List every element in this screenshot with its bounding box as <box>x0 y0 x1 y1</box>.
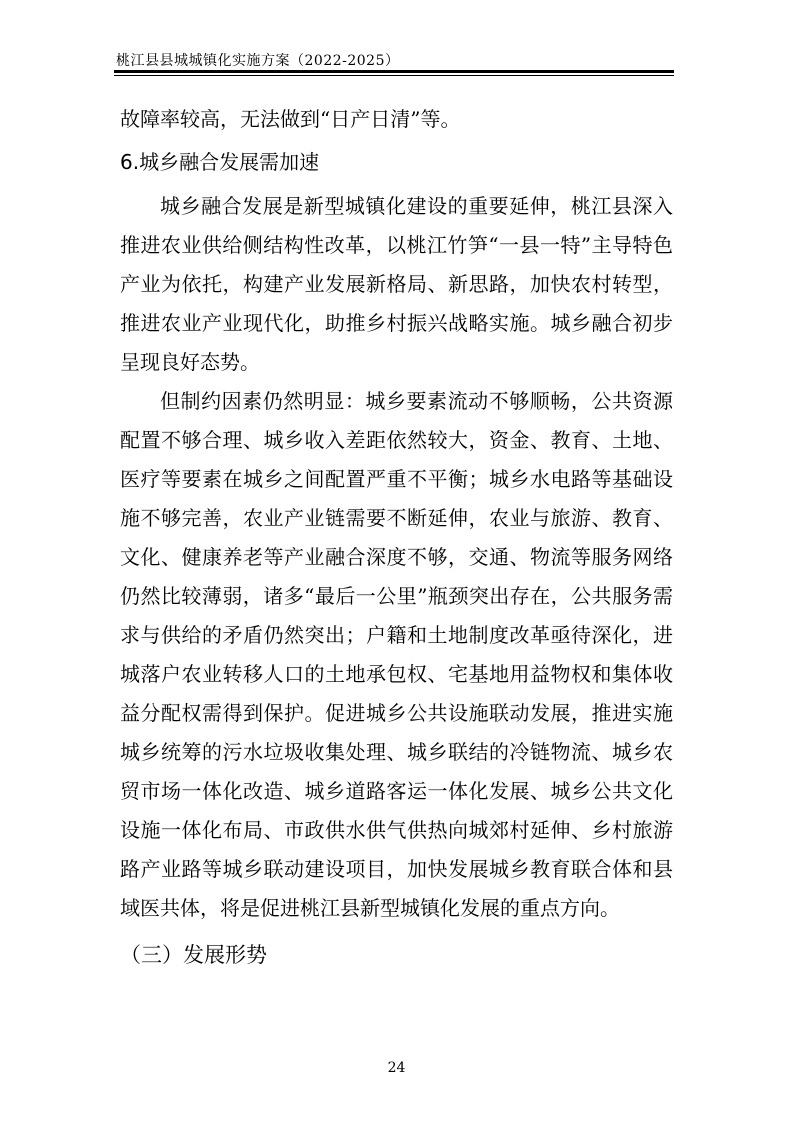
body-paragraph: 城乡融合发展是新型城镇化建设的重要延伸，桃江县深入推进农业供给侧结构性改革，以桃江竹笋“一县一特”主导特色产业为依托，构建产业发展新格局、新思路，加快农村转型，推进农业产业现代化，助推乡村振兴战略实施。城乡融合初步呈现良好态势。 <box>120 194 673 374</box>
page-number: 24 <box>387 1060 406 1076</box>
page-body <box>120 100 673 975</box>
continuation-paragraph: 故障率较高，无法做到“日产日清”等。 <box>120 107 461 131</box>
section-heading: 6.城乡融合发展需加速 <box>120 150 320 174</box>
part-heading: （三）发展形势 <box>120 943 267 967</box>
running-header: 桃江县县城城镇化实施方案（2022-2025） <box>116 53 400 69</box>
header-rule <box>114 70 674 73</box>
body-paragraph: 但制约因素仍然明显：城乡要素流动不够顺畅，公共资源配置不够合理、城乡收入差距依然较大，资金、教育、土地、医疗等要素在城乡之间配置严重不平衡；城乡水电路等基础设施不够完善，农业产业链需要不断延伸，农业与旅游、教育、文化、健康养老等产业融合深度不够，交通、物流等服务网络仍然比较薄弱，诸多“最后一公里”瓶颈突出存在，公共服务需求与供给的矛盾仍然突出；户籍和土地制度改革亟待深化，进城落户农业转移人口的土地承包权、宅基地用益物权和集体收益分配权需得到保护。促进城乡公共设施联动发展，推进实施城乡统筹的污水垃圾收集处理、城乡联结的冷链物流、城乡农贸市场一体化改造、城乡道路客运一体化发展、城乡公共文化设施一体化布局、市政供水供气供热向城郊村延伸、乡村旅游路产业路等城乡联动建设项目，加快发展城乡教育联合体和县域医共体，将是促进桃江县新型城镇化发展的重点方向。 <box>120 389 673 920</box>
header-rule-thin <box>114 75 674 76</box>
